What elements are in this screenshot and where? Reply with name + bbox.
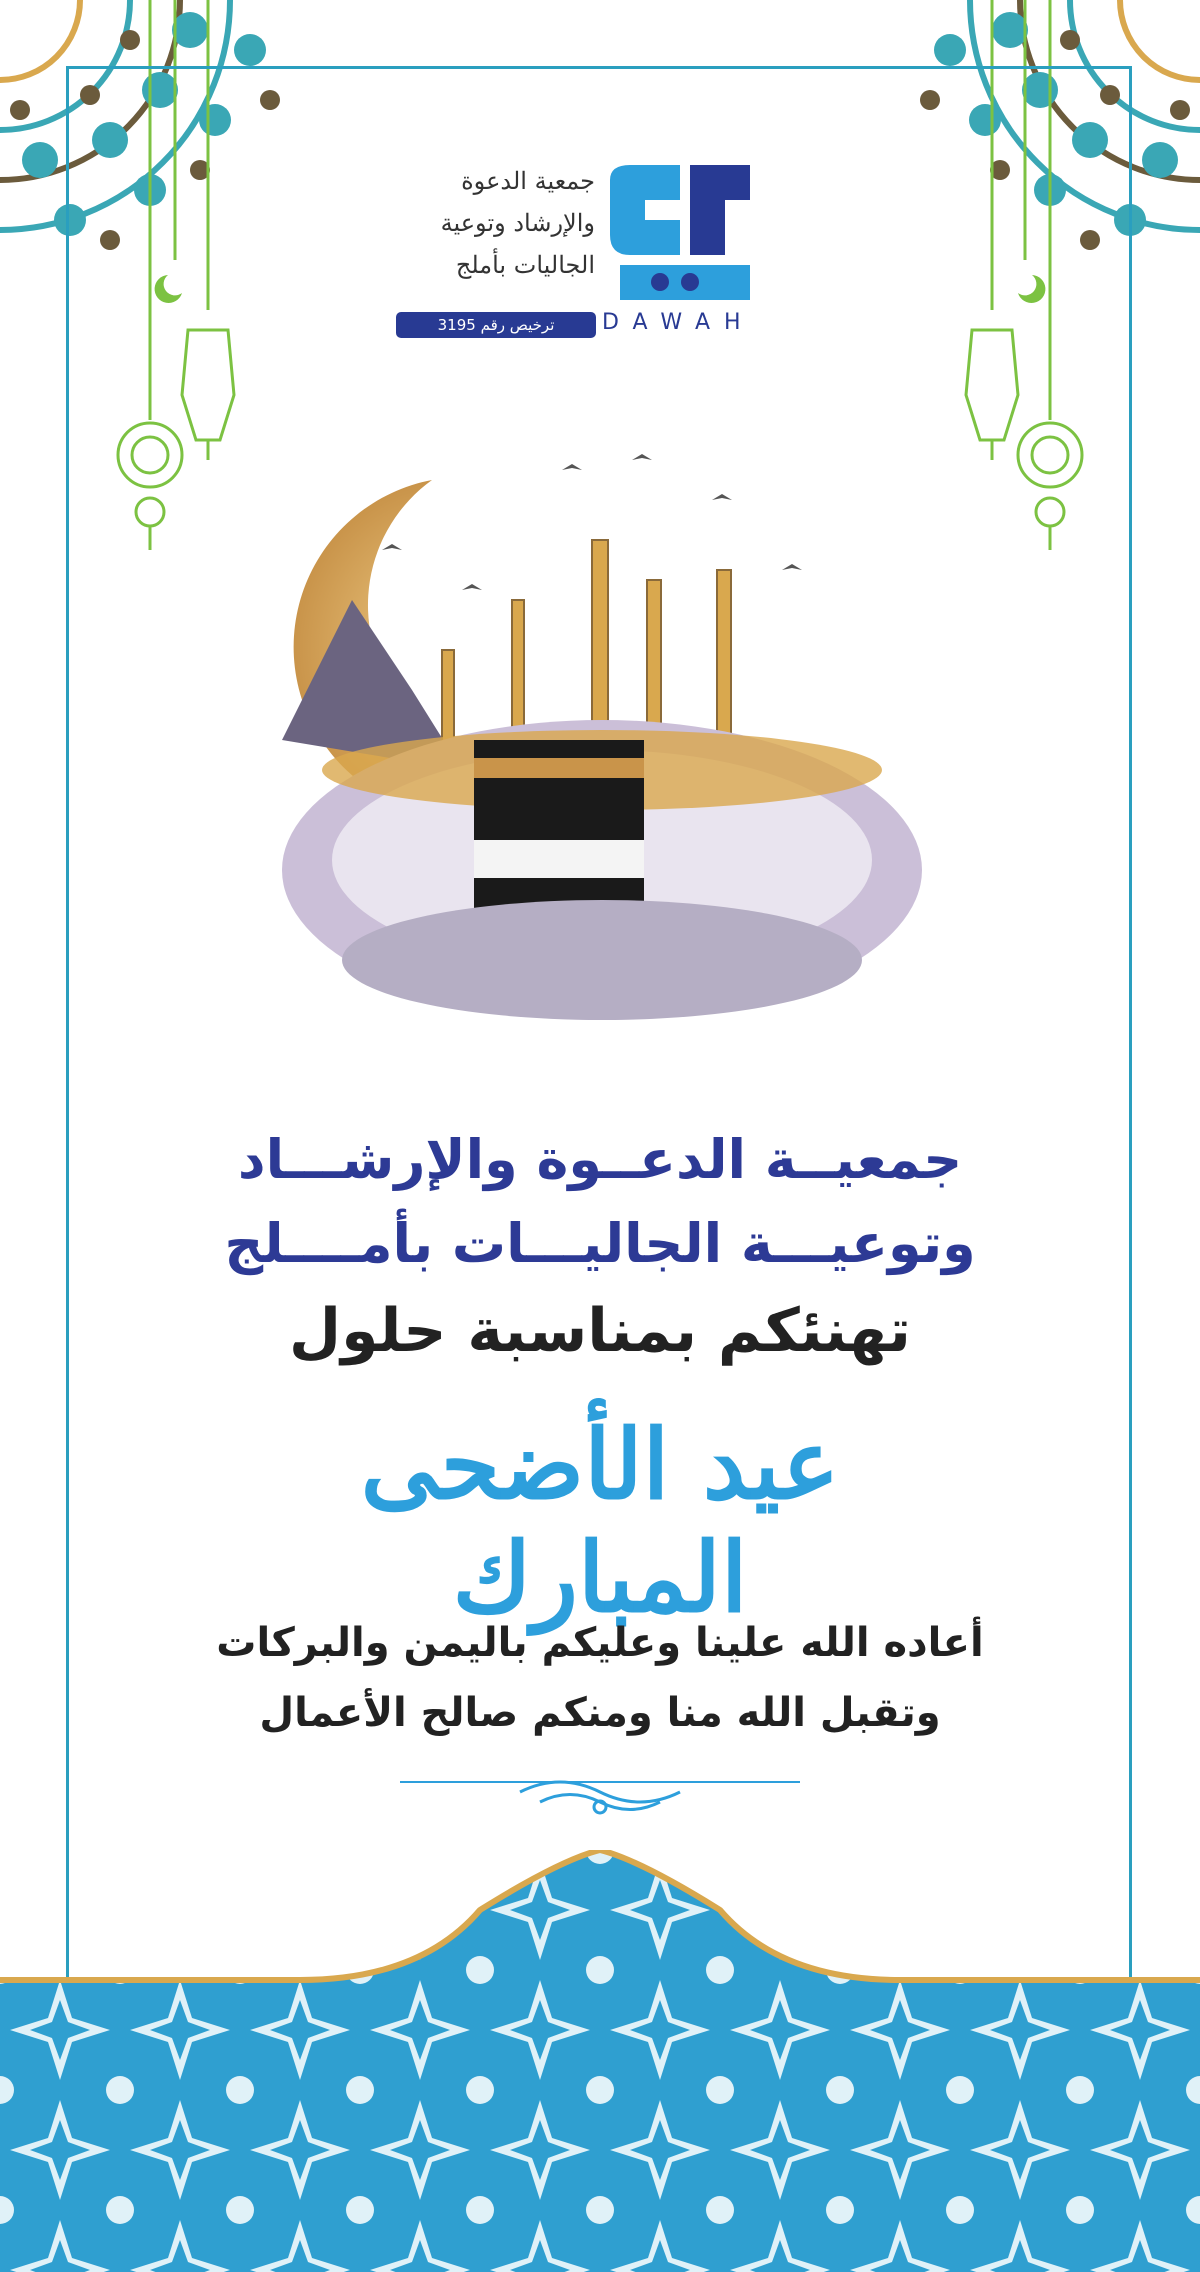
headline-line-2: وتوعيـــة الجاليـــات بأمــــلج [224,1212,976,1275]
flourish-divider-icon [400,1762,800,1822]
logo-mark-icon [600,160,760,310]
blessing-line-2: وتقبل الله منا ومنكم صالح الأعمال [259,1690,941,1736]
organization-logo [350,150,820,350]
headline-line-1: جمعيــة الدعــوة والإرشـــاد [237,1128,963,1191]
org-name-line-1: جمعية الدعوة [461,167,595,195]
org-name-line-2: والإرشاد وتوعية [440,209,595,237]
kaaba-illustration [262,440,942,1060]
license-badge: ترخيص رقم 3195 [396,312,596,338]
org-name-line-3: الجاليات بأملج [455,251,595,279]
eid-calligraphy: عيد الأضحى المبارك [360,1408,840,1634]
geometric-pattern [0,1850,1200,2272]
organization-name [350,160,595,286]
headline-line-3: تهنئكم بمناسبة حلول [289,1296,911,1366]
blessing-line-1: أعاده الله علينا وعليكم باليمن والبركات [216,1620,984,1666]
logo-latin-text: DAWAH [602,310,755,335]
